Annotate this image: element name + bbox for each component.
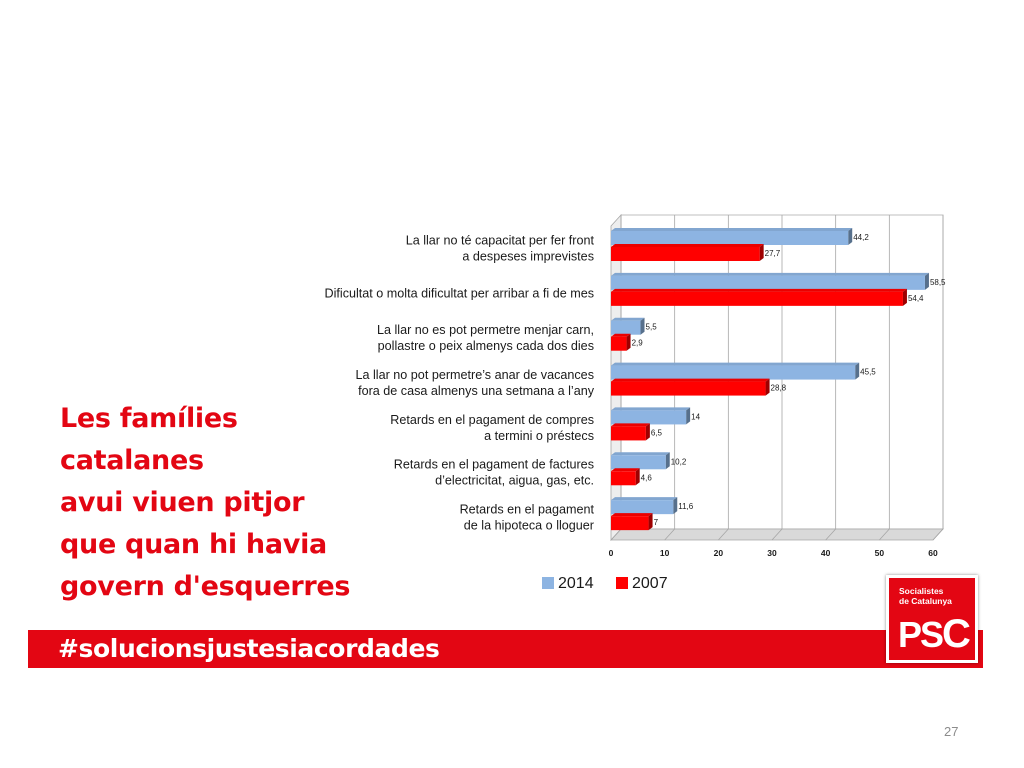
x-tick-label: 20 [713, 548, 724, 558]
category-label: La llar no té capacitat per fer front [405, 233, 594, 248]
category-label: Dificultat o molta dificultat per arribar a fi de mes [324, 286, 594, 301]
legend-swatch-2014 [542, 577, 554, 589]
legend-label: 2014 [558, 575, 594, 592]
logo-subtitle-line: de Catalunya [899, 596, 952, 606]
bar-top-face [611, 407, 690, 410]
bar-2007-1 [611, 292, 903, 306]
bar-top-face [611, 363, 859, 366]
category-label: fora de casa almenys una setmana a l’any [358, 384, 594, 398]
data-label: 45,5 [860, 367, 876, 377]
category-label: a termini o préstecs [484, 428, 594, 443]
data-label: 11,6 [678, 502, 694, 512]
bar-2014-5 [611, 455, 666, 469]
bar-2014-2 [611, 321, 641, 335]
x-tick-label: 0 [608, 548, 614, 558]
bar-top-face [611, 289, 907, 292]
x-tick-label: 50 [874, 548, 885, 558]
data-label: 44,2 [853, 233, 869, 242]
bar-top-face [611, 318, 645, 321]
legend-label: 2007 [632, 575, 668, 592]
bar-top-face [611, 273, 929, 276]
headline-line: que quan hi havia [60, 529, 327, 560]
headline-line: Les famílies [60, 403, 238, 434]
bar-2007-0 [611, 247, 760, 261]
bar-top-face [611, 513, 653, 516]
headline-line: govern d'esquerres [60, 571, 351, 602]
category-label: pollastre o peix almenys cada dos dies [377, 339, 594, 354]
data-label: 14 [691, 412, 701, 422]
bar-2014-3 [611, 366, 855, 380]
bar-2007-3 [611, 382, 766, 396]
bar-top-face [611, 244, 764, 247]
category-label: Retards en el pagament de factures [393, 457, 594, 472]
bar-top-face [611, 228, 852, 231]
bar-2014-6 [611, 500, 673, 514]
x-tick-label: 30 [767, 548, 777, 558]
bar-top-face [611, 468, 640, 471]
data-label: 6,5 [650, 428, 663, 438]
headline-line: catalanes [60, 445, 204, 476]
data-label: 4,6 [640, 473, 652, 483]
hashtag-text: #solucionsjustesiacordades [58, 634, 440, 663]
category-label: a despeses imprevistes [462, 249, 594, 264]
logo-mark-ps: PS [898, 614, 943, 655]
bar-top-face [611, 497, 677, 500]
x-tick-label: 40 [820, 548, 831, 558]
logo-mark-c: C [942, 612, 969, 656]
category-label: La llar no pot permetre’s anar de vacances [355, 368, 594, 382]
category-label: de la hipoteca o lloguer [463, 518, 594, 533]
category-label: La llar no es pot permetre menjar carn, [377, 323, 594, 338]
data-label: 58,5 [929, 277, 946, 287]
data-label: 10,2 [670, 457, 687, 467]
data-label: 7 [653, 518, 659, 528]
category-label: Retards en el pagament [459, 502, 594, 517]
bar-2014-1 [611, 276, 925, 290]
headline-line: avui viuen pitjor [60, 487, 305, 518]
bar-2007-4 [611, 426, 646, 440]
bar-2014-0 [611, 231, 848, 245]
page-number: 27 [944, 724, 959, 739]
data-label: 27,7 [764, 249, 781, 258]
bar-top-face [611, 379, 770, 382]
data-label: 28,8 [770, 383, 787, 393]
bar-2014-4 [611, 410, 686, 424]
legend-swatch-2007 [616, 577, 628, 589]
category-label: Retards en el pagament de compres [390, 412, 594, 427]
logo-subtitle-line: Socialistes [899, 586, 944, 596]
x-tick-label: 60 [928, 548, 938, 558]
bar-2007-5 [611, 471, 636, 485]
bar-top-face [611, 423, 650, 426]
category-label: d’electricitat, aigua, gas, etc. [435, 473, 594, 488]
bar-2007-2 [611, 337, 627, 351]
data-label: 54,4 [907, 293, 924, 303]
bar-top-face [611, 452, 670, 455]
bar-2007-6 [611, 516, 649, 530]
x-tick-label: 10 [659, 548, 670, 558]
data-label: 2,9 [631, 338, 643, 348]
data-label: 5,5 [645, 322, 657, 332]
